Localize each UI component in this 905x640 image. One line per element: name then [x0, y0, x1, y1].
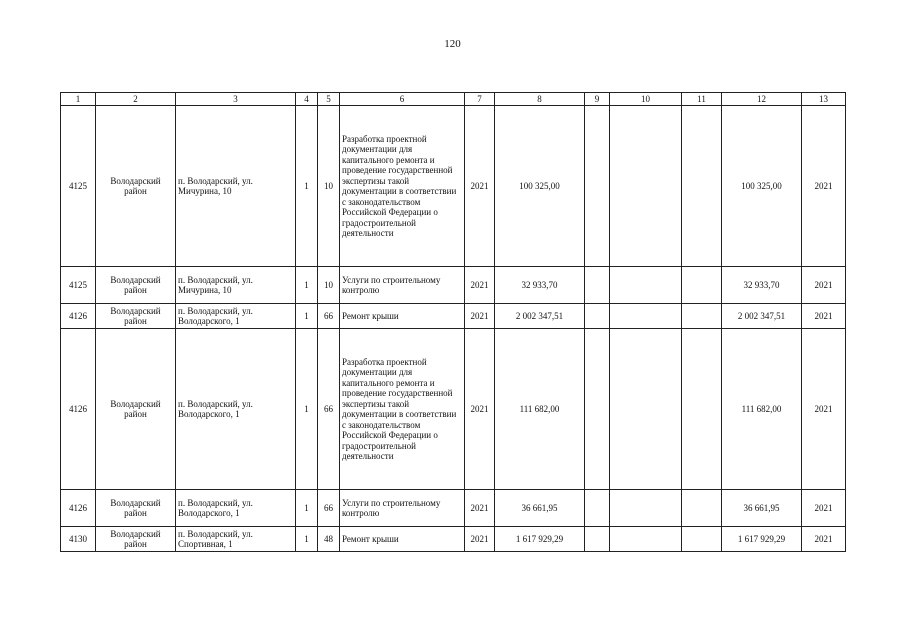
total-cost-cell: 36 661,95	[495, 490, 585, 527]
col12-cost-cell: 111 682,00	[722, 329, 802, 490]
total-cost-cell: 32 933,70	[495, 267, 585, 304]
work-type-cell: Ремонт крыши	[340, 527, 465, 552]
col9-cell	[585, 329, 610, 490]
work-type-cell: Разработка проектной документации для капитального ремонта и проведение государственной экспертизы такой документации в соответствии с законодательством Российской Федерации о градостроительной деятельности	[340, 329, 465, 490]
col11-cell	[682, 329, 722, 490]
column-number: 7	[465, 93, 495, 106]
column-number: 11	[682, 93, 722, 106]
object-id: 4126	[61, 304, 96, 329]
address-cell: п. Володарский, ул. Мичурина, 10	[176, 106, 296, 267]
address-cell: п. Володарский, ул. Володарского, 1	[176, 490, 296, 527]
col9-cell	[585, 490, 610, 527]
year-cell: 2021	[465, 304, 495, 329]
total-cost-cell: 2 002 347,51	[495, 304, 585, 329]
column-number: 13	[802, 93, 846, 106]
table-row	[61, 490, 846, 527]
address-cell: п. Володарский, ул. Мичурина, 10	[176, 267, 296, 304]
col5-cell: 66	[318, 490, 340, 527]
column-number: 1	[61, 93, 96, 106]
col10-cell	[610, 267, 682, 304]
object-id: 4126	[61, 490, 96, 527]
column-number: 8	[495, 93, 585, 106]
table-row	[61, 267, 846, 304]
table-row	[61, 527, 846, 552]
col11-cell	[682, 106, 722, 267]
district-cell: Володарский район	[96, 106, 176, 267]
col4-cell: 1	[296, 329, 318, 490]
year-cell: 2021	[465, 329, 495, 490]
col4-cell: 1	[296, 267, 318, 304]
col12-cost-cell: 1 617 929,29	[722, 527, 802, 552]
object-id: 4130	[61, 527, 96, 552]
page-number: 120	[444, 38, 461, 50]
col11-cell	[682, 527, 722, 552]
col10-cell	[610, 329, 682, 490]
col5-cell: 66	[318, 304, 340, 329]
column-number: 5	[318, 93, 340, 106]
col10-cell	[610, 106, 682, 267]
column-number: 2	[96, 93, 176, 106]
year-cell: 2021	[465, 527, 495, 552]
table-row	[61, 329, 846, 490]
work-type-cell: Разработка проектной документации для капитального ремонта и проведение государственной экспертизы такой документации в соответствии с законодательством Российской Федерации о градостроительной деятельности	[340, 106, 465, 267]
total-cost-cell: 100 325,00	[495, 106, 585, 267]
col12-cost-cell: 36 661,95	[722, 490, 802, 527]
col9-cell	[585, 106, 610, 267]
col9-cell	[585, 267, 610, 304]
address-cell: п. Володарский, ул. Володарского, 1	[176, 304, 296, 329]
year-cell: 2021	[465, 106, 495, 267]
table-row	[61, 304, 846, 329]
col11-cell	[682, 267, 722, 304]
column-number: 9	[585, 93, 610, 106]
work-type-cell: Ремонт крыши	[340, 304, 465, 329]
col11-cell	[682, 304, 722, 329]
district-cell: Володарский район	[96, 267, 176, 304]
col5-cell: 10	[318, 106, 340, 267]
column-number: 6	[340, 93, 465, 106]
col5-cell: 10	[318, 267, 340, 304]
year-cell: 2021	[465, 267, 495, 304]
col4-cell: 1	[296, 527, 318, 552]
total-cost-cell: 1 617 929,29	[495, 527, 585, 552]
col5-cell: 48	[318, 527, 340, 552]
district-cell: Володарский район	[96, 329, 176, 490]
col10-cell	[610, 304, 682, 329]
year-cell: 2021	[465, 490, 495, 527]
table-row	[61, 106, 846, 267]
col12-cost-cell: 32 933,70	[722, 267, 802, 304]
col13-year-cell: 2021	[802, 267, 846, 304]
district-cell: Володарский район	[96, 490, 176, 527]
work-type-cell: Услуги по строительному контролю	[340, 267, 465, 304]
object-id: 4125	[61, 267, 96, 304]
total-cost-cell: 111 682,00	[495, 329, 585, 490]
column-number: 3	[176, 93, 296, 106]
col12-cost-cell: 2 002 347,51	[722, 304, 802, 329]
col13-year-cell: 2021	[802, 106, 846, 267]
col11-cell	[682, 490, 722, 527]
column-number: 12	[722, 93, 802, 106]
district-cell: Володарский район	[96, 304, 176, 329]
col4-cell: 1	[296, 304, 318, 329]
col13-year-cell: 2021	[802, 304, 846, 329]
col13-year-cell: 2021	[802, 490, 846, 527]
district-cell: Володарский район	[96, 527, 176, 552]
col4-cell: 1	[296, 490, 318, 527]
column-number-row	[61, 93, 846, 106]
work-type-cell: Услуги по строительному контролю	[340, 490, 465, 527]
address-cell: п. Володарский, ул. Спортивная, 1	[176, 527, 296, 552]
col5-cell: 66	[318, 329, 340, 490]
col10-cell	[610, 490, 682, 527]
column-number: 4	[296, 93, 318, 106]
address-cell: п. Володарский, ул. Володарского, 1	[176, 329, 296, 490]
col9-cell	[585, 527, 610, 552]
column-number: 10	[610, 93, 682, 106]
object-id: 4126	[61, 329, 96, 490]
col12-cost-cell: 100 325,00	[722, 106, 802, 267]
col9-cell	[585, 304, 610, 329]
col10-cell	[610, 527, 682, 552]
col4-cell: 1	[296, 106, 318, 267]
col13-year-cell: 2021	[802, 527, 846, 552]
object-id: 4125	[61, 106, 96, 267]
col13-year-cell: 2021	[802, 329, 846, 490]
capital-repair-table	[60, 92, 846, 552]
